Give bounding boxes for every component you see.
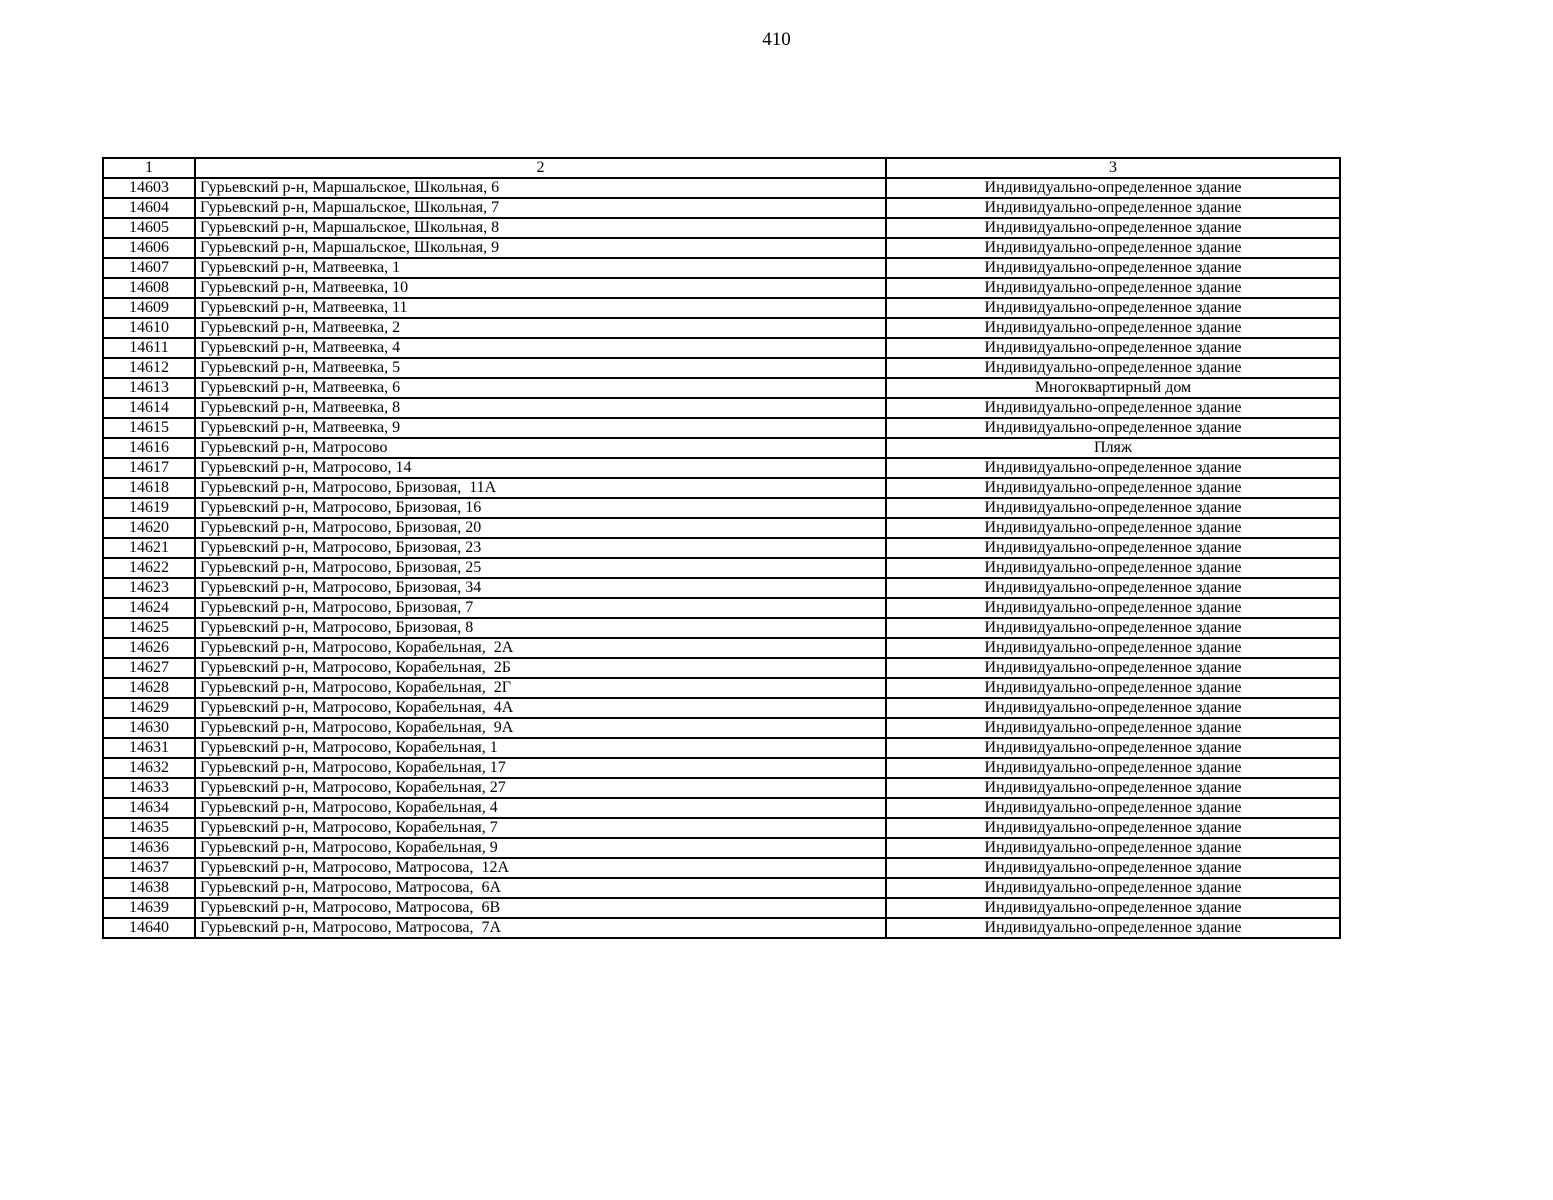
table-row <box>103 258 1340 278</box>
object-type-cell: Индивидуально-определенное здание <box>886 318 1340 338</box>
row-number-cell: 14637 <box>103 858 195 878</box>
object-type-cell: Индивидуально-определенное здание <box>886 298 1340 318</box>
table-row <box>103 798 1340 818</box>
object-type-cell: Индивидуально-определенное здание <box>886 618 1340 638</box>
registry-table-body <box>103 158 1340 938</box>
object-type-cell: Индивидуально-определенное здание <box>886 478 1340 498</box>
object-type-cell: Индивидуально-определенное здание <box>886 818 1340 838</box>
address-cell: Гурьевский р-н, Матросово, Матросова, 6В <box>195 898 886 918</box>
address-cell: Гурьевский р-н, Матвеевка, 1 <box>195 258 886 278</box>
table-row <box>103 338 1340 358</box>
column-number-2: 2 <box>195 158 886 178</box>
row-number-cell: 14627 <box>103 658 195 678</box>
table-row <box>103 718 1340 738</box>
address-cell: Гурьевский р-н, Матвеевка, 10 <box>195 278 886 298</box>
row-number-cell: 14634 <box>103 798 195 818</box>
column-number-row <box>103 158 1340 178</box>
table-row <box>103 498 1340 518</box>
row-number-cell: 14633 <box>103 778 195 798</box>
table-row <box>103 478 1340 498</box>
address-cell: Гурьевский р-н, Матросово, Корабельная, 4А <box>195 698 886 718</box>
table-row <box>103 178 1340 198</box>
address-cell: Гурьевский р-н, Матросово, Корабельная, 17 <box>195 758 886 778</box>
table-row <box>103 458 1340 478</box>
row-number-cell: 14640 <box>103 918 195 938</box>
address-cell: Гурьевский р-н, Матросово <box>195 438 886 458</box>
table-row <box>103 298 1340 318</box>
row-number-cell: 14638 <box>103 878 195 898</box>
row-number-cell: 14625 <box>103 618 195 638</box>
table-row <box>103 198 1340 218</box>
row-number-cell: 14604 <box>103 198 195 218</box>
row-number-cell: 14614 <box>103 398 195 418</box>
address-cell: Гурьевский р-н, Матвеевка, 2 <box>195 318 886 338</box>
table-row <box>103 838 1340 858</box>
address-cell: Гурьевский р-н, Матросово, Корабельная, 2Б <box>195 658 886 678</box>
object-type-cell: Индивидуально-определенное здание <box>886 518 1340 538</box>
address-cell: Гурьевский р-н, Маршальское, Школьная, 6 <box>195 178 886 198</box>
table-row <box>103 218 1340 238</box>
table-row <box>103 678 1340 698</box>
table-row <box>103 238 1340 258</box>
address-cell: Гурьевский р-н, Матросово, Корабельная, 2А <box>195 638 886 658</box>
row-number-cell: 14621 <box>103 538 195 558</box>
row-number-cell: 14635 <box>103 818 195 838</box>
table-row <box>103 778 1340 798</box>
object-type-cell: Индивидуально-определенное здание <box>886 758 1340 778</box>
object-type-cell: Индивидуально-определенное здание <box>886 918 1340 938</box>
row-number-cell: 14609 <box>103 298 195 318</box>
row-number-cell: 14639 <box>103 898 195 918</box>
address-cell: Гурьевский р-н, Матросово, Корабельная, 27 <box>195 778 886 798</box>
object-type-cell: Индивидуально-определенное здание <box>886 778 1340 798</box>
table-row <box>103 698 1340 718</box>
object-type-cell: Индивидуально-определенное здание <box>886 418 1340 438</box>
address-cell: Гурьевский р-н, Матросово, Корабельная, 1 <box>195 738 886 758</box>
table-row <box>103 858 1340 878</box>
address-cell: Гурьевский р-н, Матвеевка, 4 <box>195 338 886 358</box>
row-number-cell: 14615 <box>103 418 195 438</box>
address-cell: Гурьевский р-н, Матросово, 14 <box>195 458 886 478</box>
object-type-cell: Индивидуально-определенное здание <box>886 878 1340 898</box>
table-row <box>103 818 1340 838</box>
row-number-cell: 14617 <box>103 458 195 478</box>
address-cell: Гурьевский р-н, Матросово, Корабельная, 4 <box>195 798 886 818</box>
object-type-cell: Индивидуально-определенное здание <box>886 858 1340 878</box>
object-type-cell: Индивидуально-определенное здание <box>886 218 1340 238</box>
table-row <box>103 898 1340 918</box>
address-cell: Гурьевский р-н, Маршальское, Школьная, 9 <box>195 238 886 258</box>
object-type-cell: Индивидуально-определенное здание <box>886 258 1340 278</box>
object-type-cell: Индивидуально-определенное здание <box>886 898 1340 918</box>
address-cell: Гурьевский р-н, Матросово, Бризовая, 7 <box>195 598 886 618</box>
address-cell: Гурьевский р-н, Матросово, Корабельная, 9 <box>195 838 886 858</box>
row-number-cell: 14603 <box>103 178 195 198</box>
address-cell: Гурьевский р-н, Матвеевка, 11 <box>195 298 886 318</box>
row-number-cell: 14611 <box>103 338 195 358</box>
address-cell: Гурьевский р-н, Матросово, Бризовая, 16 <box>195 498 886 518</box>
table-row <box>103 518 1340 538</box>
address-cell: Гурьевский р-н, Матросово, Корабельная, 9А <box>195 718 886 738</box>
object-type-cell: Индивидуально-определенное здание <box>886 678 1340 698</box>
row-number-cell: 14612 <box>103 358 195 378</box>
address-cell: Гурьевский р-н, Матросово, Бризовая, 11А <box>195 478 886 498</box>
object-type-cell: Индивидуально-определенное здание <box>886 838 1340 858</box>
object-type-cell: Индивидуально-определенное здание <box>886 718 1340 738</box>
address-cell: Гурьевский р-н, Матросово, Бризовая, 20 <box>195 518 886 538</box>
address-cell: Гурьевский р-н, Матвеевка, 5 <box>195 358 886 378</box>
table-row <box>103 578 1340 598</box>
row-number-cell: 14636 <box>103 838 195 858</box>
row-number-cell: 14624 <box>103 598 195 618</box>
object-type-cell: Индивидуально-определенное здание <box>886 278 1340 298</box>
object-type-cell: Индивидуально-определенное здание <box>886 598 1340 618</box>
object-type-cell: Индивидуально-определенное здание <box>886 498 1340 518</box>
row-number-cell: 14613 <box>103 378 195 398</box>
row-number-cell: 14610 <box>103 318 195 338</box>
address-cell: Гурьевский р-н, Матросово, Бризовая, 34 <box>195 578 886 598</box>
table-row <box>103 878 1340 898</box>
object-type-cell: Индивидуально-определенное здание <box>886 638 1340 658</box>
registry-table <box>102 157 1341 939</box>
address-cell: Гурьевский р-н, Матросово, Матросова, 6А <box>195 878 886 898</box>
object-type-cell: Индивидуально-определенное здание <box>886 238 1340 258</box>
table-row <box>103 638 1340 658</box>
table-row <box>103 318 1340 338</box>
row-number-cell: 14629 <box>103 698 195 718</box>
table-row <box>103 738 1340 758</box>
table-row <box>103 918 1340 938</box>
table-row <box>103 758 1340 778</box>
row-number-cell: 14618 <box>103 478 195 498</box>
row-number-cell: 14608 <box>103 278 195 298</box>
row-number-cell: 14605 <box>103 218 195 238</box>
object-type-cell: Индивидуально-определенное здание <box>886 698 1340 718</box>
row-number-cell: 14606 <box>103 238 195 258</box>
object-type-cell: Индивидуально-определенное здание <box>886 338 1340 358</box>
row-number-cell: 14619 <box>103 498 195 518</box>
table-row <box>103 618 1340 638</box>
address-cell: Гурьевский р-н, Матросово, Корабельная, 7 <box>195 818 886 838</box>
address-cell: Гурьевский р-н, Маршальское, Школьная, 8 <box>195 218 886 238</box>
object-type-cell: Индивидуально-определенное здание <box>886 198 1340 218</box>
address-cell: Гурьевский р-н, Матросово, Корабельная, 2Г <box>195 678 886 698</box>
object-type-cell: Индивидуально-определенное здание <box>886 398 1340 418</box>
row-number-cell: 14626 <box>103 638 195 658</box>
table-row <box>103 598 1340 618</box>
address-cell: Гурьевский р-н, Матросово, Бризовая, 25 <box>195 558 886 578</box>
row-number-cell: 14607 <box>103 258 195 278</box>
table-row <box>103 438 1340 458</box>
row-number-cell: 14632 <box>103 758 195 778</box>
row-number-cell: 14616 <box>103 438 195 458</box>
row-number-cell: 14630 <box>103 718 195 738</box>
table-row <box>103 558 1340 578</box>
address-cell: Гурьевский р-н, Матвеевка, 9 <box>195 418 886 438</box>
table-row <box>103 278 1340 298</box>
object-type-cell: Индивидуально-определенное здание <box>886 738 1340 758</box>
object-type-cell: Пляж <box>886 438 1340 458</box>
object-type-cell: Индивидуально-определенное здание <box>886 358 1340 378</box>
row-number-cell: 14623 <box>103 578 195 598</box>
table-row <box>103 358 1340 378</box>
row-number-cell: 14631 <box>103 738 195 758</box>
address-cell: Гурьевский р-н, Матвеевка, 6 <box>195 378 886 398</box>
row-number-cell: 14620 <box>103 518 195 538</box>
address-cell: Гурьевский р-н, Маршальское, Школьная, 7 <box>195 198 886 218</box>
object-type-cell: Индивидуально-определенное здание <box>886 578 1340 598</box>
table-row <box>103 538 1340 558</box>
address-cell: Гурьевский р-н, Матросово, Бризовая, 8 <box>195 618 886 638</box>
table-row <box>103 398 1340 418</box>
object-type-cell: Индивидуально-определенное здание <box>886 558 1340 578</box>
object-type-cell: Индивидуально-определенное здание <box>886 658 1340 678</box>
row-number-cell: 14628 <box>103 678 195 698</box>
address-cell: Гурьевский р-н, Матросово, Матросова, 12А <box>195 858 886 878</box>
table-row <box>103 658 1340 678</box>
page-number: 410 <box>762 29 791 50</box>
address-cell: Гурьевский р-н, Матросово, Матросова, 7А <box>195 918 886 938</box>
row-number-cell: 14622 <box>103 558 195 578</box>
column-number-1: 1 <box>103 158 195 178</box>
address-cell: Гурьевский р-н, Матвеевка, 8 <box>195 398 886 418</box>
address-cell: Гурьевский р-н, Матросово, Бризовая, 23 <box>195 538 886 558</box>
object-type-cell: Многоквартирный дом <box>886 378 1340 398</box>
object-type-cell: Индивидуально-определенное здание <box>886 538 1340 558</box>
table-row <box>103 418 1340 438</box>
object-type-cell: Индивидуально-определенное здание <box>886 178 1340 198</box>
table-row <box>103 378 1340 398</box>
object-type-cell: Индивидуально-определенное здание <box>886 798 1340 818</box>
column-number-3: 3 <box>886 158 1340 178</box>
object-type-cell: Индивидуально-определенное здание <box>886 458 1340 478</box>
